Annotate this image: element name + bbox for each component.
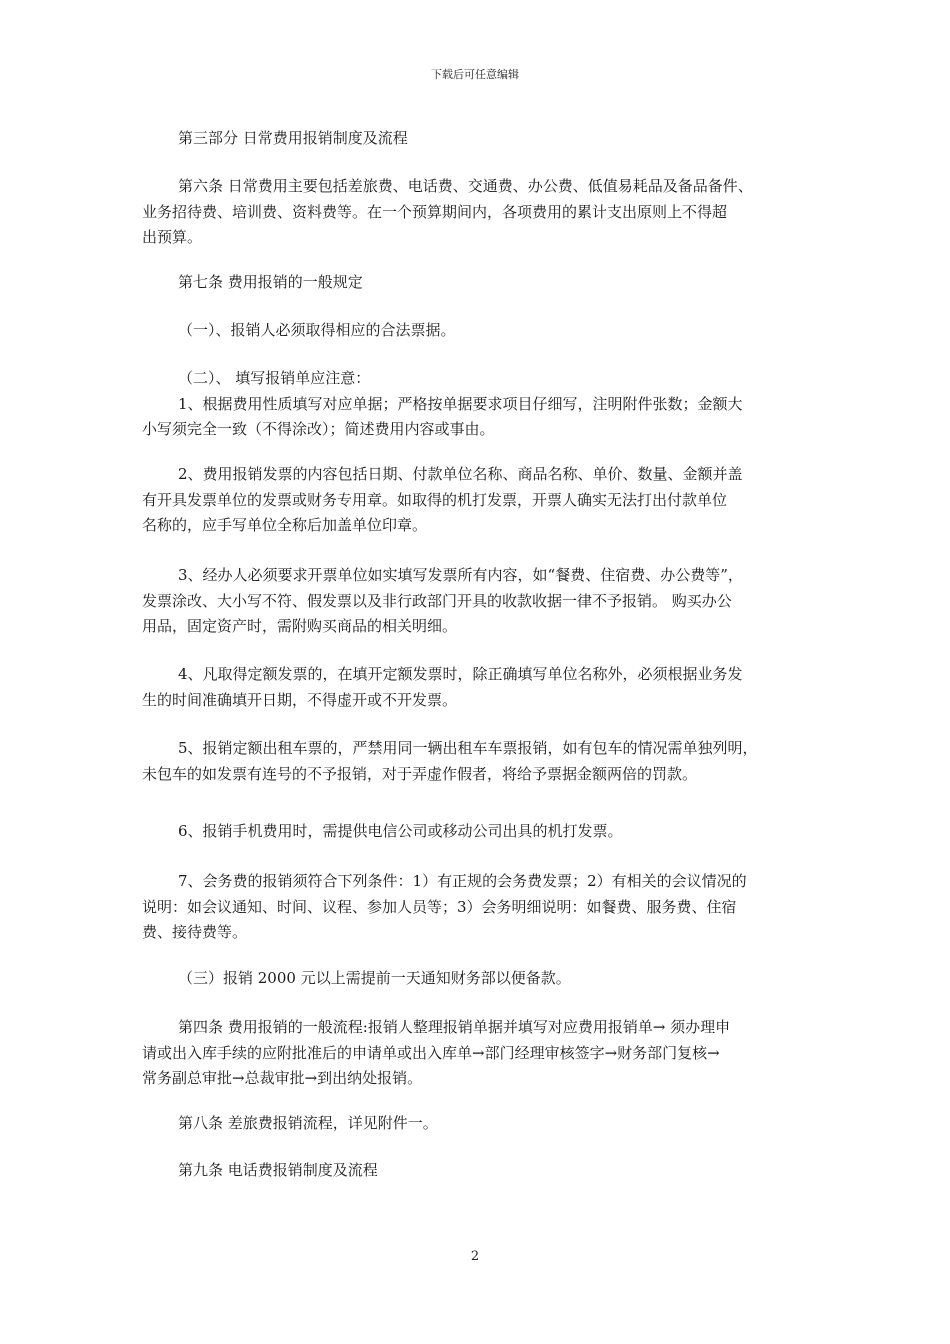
item-2-paragraph	[142, 462, 822, 539]
text-line: 第七条 费用报销的一般规定	[178, 273, 363, 291]
text-line: 出预算。	[142, 228, 203, 246]
rule-3-paragraph	[142, 966, 822, 992]
text-line: 业务招待费、培训费、资料费等。在一个预算期间内，各项费用的累计支出原则上不得超	[142, 202, 728, 221]
text-line: 第三部分 日常费用报销制度及流程	[178, 129, 408, 147]
text-line: 第六条 日常费用主要包括差旅费、电话费、交通费、办公费、低值易耗品及备品备件、	[178, 177, 753, 195]
text-line: 名称的，应手写单位全称后加盖单位印章。	[142, 516, 428, 534]
item-4-paragraph	[142, 662, 822, 713]
rule-1-paragraph	[142, 318, 822, 344]
article-6-paragraph	[142, 174, 822, 251]
text-line: 3、经办人必须要求开票单位如实填写发票所有内容，如“餐费、住宿费、办公费等”，	[178, 566, 743, 584]
text-line: 有开具发票单位的发票或财务专用章。如取得的机打发票，开票人确实无法打出付款单位	[142, 490, 728, 509]
section-heading	[142, 126, 822, 152]
text-line: 费、接待费等。	[142, 923, 248, 941]
text-line: 7、会务费的报销须符合下列条件：1）有正规的会务费发票；2）有相关的会议情况的	[178, 872, 747, 890]
text-line: 6、报销手机费用时，需提供电信公司或移动公司出具的机打发票。	[178, 822, 623, 840]
text-line: 请或出入库手续的应附批准后的申请单或出入库单→部门经理审核签字→财务部门复核→	[142, 1043, 720, 1062]
text-line: 第四条 费用报销的一般流程:报销人整理报销单据并填写对应费用报销单→ 须办理申	[178, 1018, 731, 1036]
text-line: 第八条 差旅费报销流程，详见附件一。	[178, 1114, 438, 1132]
text-line: 5、报销定额出租车票的，严禁用同一辆出租车车票报销，如有包车的情况需单独列明，	[178, 739, 758, 757]
page-number: 2	[470, 1249, 480, 1264]
item-7-paragraph	[142, 869, 822, 946]
text-line: 发票涂改、大小写不符、假发票以及非行政部门开具的收款收据一律不予报销。 购买办公	[142, 591, 732, 610]
text-line: 4、凡取得定额发票的，在填开定额发票时，除正确填写单位名称外，必须根据业务发	[178, 665, 743, 683]
item-6-paragraph	[142, 819, 822, 845]
rule-2-paragraph	[142, 366, 822, 443]
item-3-paragraph	[142, 563, 822, 640]
article-4-paragraph	[142, 1015, 822, 1092]
text-line: 2、费用报销发票的内容包括日期、付款单位名称、商品名称、单价、数量、金额并盖	[178, 465, 743, 483]
text-line: 用品，固定资产时，需附购买商品的相关明细。	[142, 617, 458, 635]
text-line: 未包车的如发票有连号的不予报销，对于弄虚作假者，将给予票据金额两倍的罚款。	[142, 764, 698, 783]
text-line: 第九条 电话费报销制度及流程	[178, 1161, 378, 1179]
text-line: （一）、报销人必须取得相应的合法票据。	[178, 321, 456, 339]
text-line: 1、根据费用性质填写对应单据；严格按单据要求项目仔细写，注明附件张数；金额大	[178, 394, 743, 413]
article-8-paragraph	[142, 1111, 822, 1137]
text-line: （三）报销 2000 元以上需提前一天通知财务部以便备款。	[178, 969, 571, 987]
article-7-heading	[142, 270, 822, 296]
article-9-heading	[142, 1158, 822, 1184]
text-line: 小写须完全一致（不得涂改）；简述费用内容或事由。	[142, 420, 495, 438]
text-line: 常务副总审批→总裁审批→到出纳处报销。	[142, 1069, 423, 1087]
text-line: 说明：如会议通知、时间、议程、参加人员等；3）会务明细说明：如餐费、服务费、住宿	[142, 897, 737, 916]
item-5-paragraph	[142, 736, 822, 787]
text-line: （二）、 填写报销单应注意：	[178, 369, 371, 387]
page-header: 下载后可任意编辑	[431, 68, 519, 81]
text-line: 生的时间准确填开日期，不得虚开或不开发票。	[142, 690, 458, 709]
